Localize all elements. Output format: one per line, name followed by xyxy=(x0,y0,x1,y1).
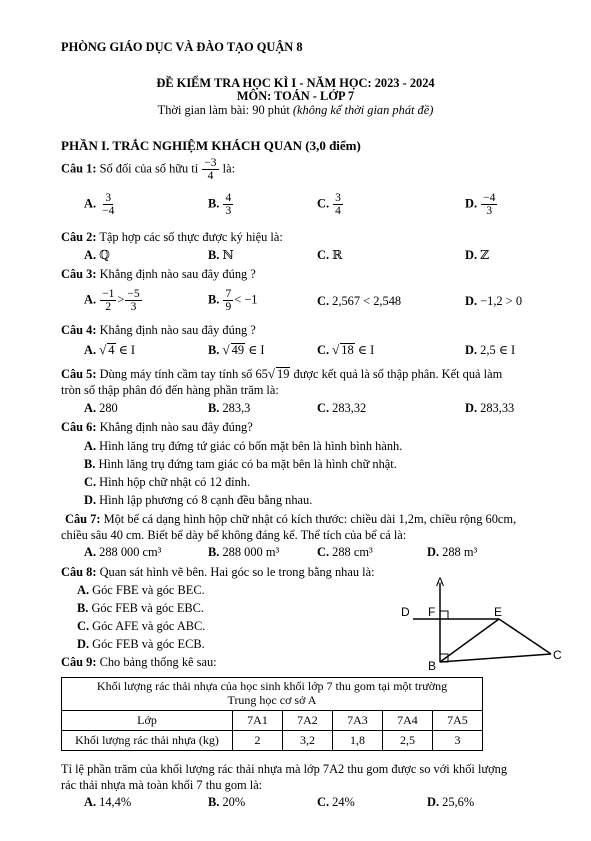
table-row: Khối lượng rác thải nhựa (kg) 2 3,2 1,8 2,5 3 xyxy=(62,731,483,751)
question-2: Câu 2: Tập hợp các số thực được ký hiệu là: xyxy=(61,230,283,244)
q4-option-d[interactable]: D. 2,5 ∈ I xyxy=(465,343,516,357)
question-7: Câu 7: Một bể cá dạng hình hộp chữ nhật có kích thước: chiều dài 1,2m, chiều rộng 60cm, xyxy=(65,512,517,526)
q1-option-d[interactable]: D. $\frac{-4}{3}$ xyxy=(465,192,496,218)
point-e-label: E xyxy=(494,605,503,619)
question-5: Câu 5: Dùng máy tính cầm tay tính số 65√ 19 được kết quả là số thập phân. Kết quả làm xyxy=(61,366,503,381)
question-8: Câu 8: Quan sát hình vẽ bên. Hai góc so le trong bằng nhau là: xyxy=(61,565,375,579)
q3-option-a[interactable]: A. $\frac{-1}{2}$ > $\frac{-5}{3}$ xyxy=(84,288,140,314)
question-5-line-2: tròn số thập phân đó đến hàng phần trăm là: xyxy=(61,383,279,397)
point-d-label: D xyxy=(401,605,410,619)
q1-option-c[interactable]: C. $\frac{3}{4}$ xyxy=(317,192,341,218)
q6-option-b[interactable]: B. Hình lăng trụ đứng tam giác có ba mặt bên là hình chữ nhật. xyxy=(84,457,397,471)
q9-option-d[interactable]: D. 25,6% xyxy=(427,795,475,809)
q5-option-b[interactable]: B. 283,3 xyxy=(208,401,251,415)
q5-option-c[interactable]: C. 283,32 xyxy=(317,401,367,415)
question-3: Câu 3: Khẳng định nào sau đây đúng ? xyxy=(61,267,256,281)
q6-option-a[interactable]: A. Hình lăng trụ đứng tứ giác có bốn mặt bên là hình bình hành. xyxy=(84,439,403,453)
q4-option-c[interactable]: C. √ 18 ∈ I xyxy=(317,342,375,357)
question-6: Câu 6: Khẳng định nào sau đây đúng? xyxy=(61,420,253,434)
q6-option-d[interactable]: D. Hình lập phương có 8 cạnh đều bằng nhau. xyxy=(84,493,313,507)
q7-option-d[interactable]: D. 288 m³ xyxy=(427,545,478,559)
q3-option-d[interactable]: D. −1,2 > 0 xyxy=(465,294,523,308)
q7-option-a[interactable]: A. 288 000 cm³ xyxy=(84,545,162,559)
exam-time: Thời gian làm bài: 90 phút (không kể thời gian phát đề) xyxy=(157,103,434,117)
question-9-line-3: rác thải nhựa mà toàn khối 7 thu gom là: xyxy=(61,778,263,792)
q4-option-a[interactable]: A. √ 4 ∈ I xyxy=(84,342,136,357)
q3-option-c[interactable]: C. 2,567 < 2,548 xyxy=(317,294,402,308)
part-1-title: PHẦN I. TRẮC NGHIỆM KHÁCH QUAN (3,0 điểm) xyxy=(61,138,361,153)
q3-option-b[interactable]: B. $\frac{7}{9}$ < −1 xyxy=(208,288,258,314)
q1-option-a[interactable]: A. $\frac{3}{-4}$ xyxy=(84,192,115,218)
point-b-label: B xyxy=(428,659,437,673)
q8-option-a[interactable]: A. Góc FBE và góc BEC. xyxy=(77,583,205,597)
q8-option-c[interactable]: C. Góc AFE và góc ABC. xyxy=(77,619,206,633)
q9-option-c[interactable]: C. 24% xyxy=(317,795,355,809)
q8-figure xyxy=(395,574,575,674)
question-9: Câu 9: Cho bảng thống kê sau: xyxy=(61,655,217,669)
exam-subject: MÔN: TOÁN - LỚP 7 xyxy=(236,89,355,103)
q6-option-c[interactable]: C. Hình hộp chữ nhật có 12 đỉnh. xyxy=(84,475,251,489)
point-a-label: A xyxy=(436,575,445,589)
q8-option-b[interactable]: B. Góc FEB và góc EBC. xyxy=(77,601,205,615)
q2-option-d[interactable]: D. ℤ xyxy=(465,248,490,262)
q7-option-c[interactable]: C. 288 cm³ xyxy=(317,545,373,559)
department-header: PHÒNG GIÁO DỤC VÀ ĐÀO TẠO QUẬN 8 xyxy=(61,40,303,54)
q9-option-a[interactable]: A. 14,4% xyxy=(84,795,132,809)
q1-option-b[interactable]: B. $\frac{4}{3}$ xyxy=(208,192,232,218)
q2-option-b[interactable]: B. ℕ xyxy=(208,248,234,262)
q5-option-a[interactable]: A. 280 xyxy=(84,401,118,415)
q8-option-d[interactable]: D. Góc FEB và góc ECB. xyxy=(77,637,205,651)
question-1: Câu 1: Số đối của số hữu tỉ $\frac{-3}{4}$ là: xyxy=(61,157,236,183)
statistics-table xyxy=(61,677,483,751)
q5-option-d[interactable]: D. 283,33 xyxy=(465,401,515,415)
question-9-line-2: Tỉ lệ phần trăm của khối lượng rác thải nhựa mà lớp 7A2 thu gom được so với khối lượng xyxy=(61,762,508,776)
q4-option-b[interactable]: B. √ 49 ∈ I xyxy=(208,342,265,357)
point-c-label: C xyxy=(553,648,562,662)
q9-option-b[interactable]: B. 20% xyxy=(208,795,246,809)
exam-title: ĐỀ KIỂM TRA HỌC KÌ I - NĂM HỌC: 2023 - 2024 xyxy=(156,76,435,90)
question-4: Câu 4: Khẳng định nào sau đây đúng ? xyxy=(61,323,256,337)
point-f-label: F xyxy=(428,605,436,619)
q2-option-c[interactable]: C. ℝ xyxy=(317,248,343,262)
q7-option-b[interactable]: B. 288 000 m³ xyxy=(208,545,280,559)
table-title: Khối lượng rác thải nhựa của học sinh khối lớp 7 thu gom tại một trường Trung học cơ sở A xyxy=(62,678,483,711)
table-row: Lớp 7A1 7A2 7A3 7A4 7A5 xyxy=(62,711,483,731)
q2-option-a[interactable]: A. ℚ xyxy=(84,248,110,262)
q1-fraction: $\frac{-3}{4}$ xyxy=(204,157,217,183)
question-7-line-2: chiều sâu 40 cm. Biết bể dày bể không đáng kể. Thể tích của bể cá là: xyxy=(61,528,407,542)
